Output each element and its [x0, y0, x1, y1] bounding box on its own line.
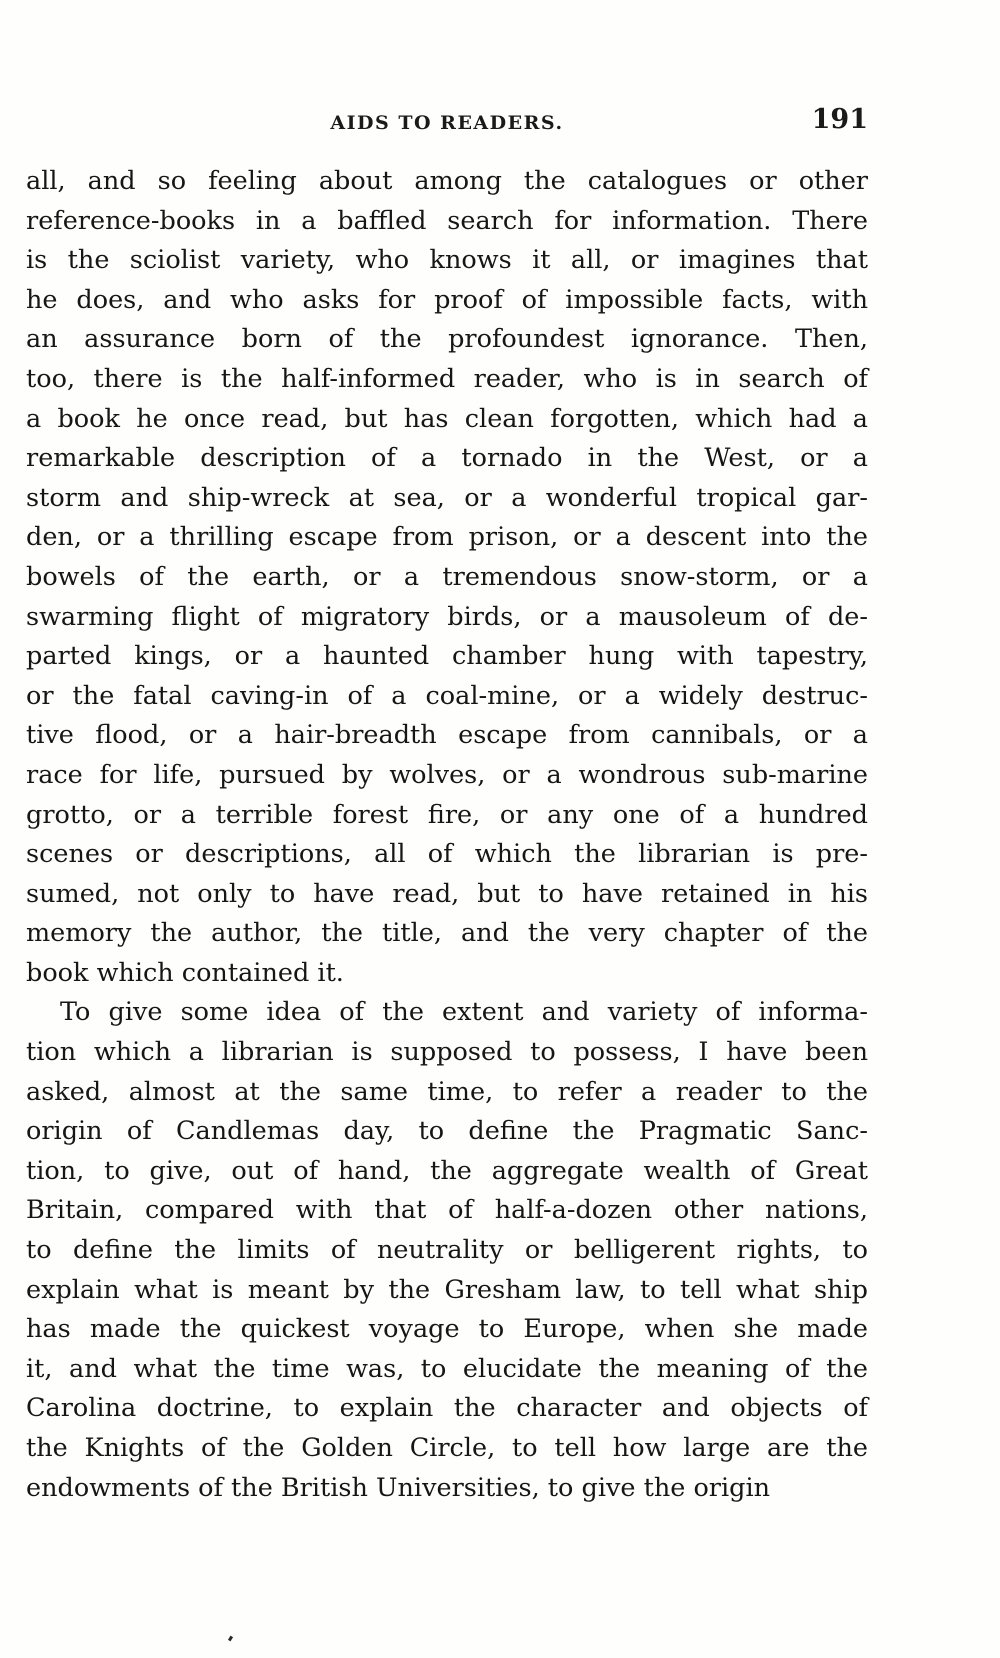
text-line: book which contained it.: [26, 957, 344, 988]
text-line: tive flood, or a hair-breadth escape from cannibals, or a: [26, 720, 868, 751]
text-line: he does, and who asks for proof of impossible facts, with: [26, 284, 868, 315]
text-line: sumed, not only to have read, but to have retained in his: [26, 878, 868, 909]
text-line: reference-books in a baffled search for information. There: [26, 205, 868, 236]
text-line: explain what is meant by the Gresham law, to tell what ship: [26, 1274, 868, 1305]
text-line: bowels of the earth, or a tremendous snow-storm, or a: [26, 561, 868, 592]
text-line: all, and so feeling about among the catalogues or other: [26, 166, 868, 196]
text-line: scenes or descriptions, all of which the librarian is pre-: [26, 839, 868, 870]
paragraph: [26, 993, 868, 1508]
running-title: AIDS TO READERS.: [330, 112, 564, 134]
text-line: the Knights of the Golden Circle, to tell how large are the: [26, 1433, 868, 1463]
text-line: tion which a librarian is supposed to possess, I have been: [26, 1037, 868, 1068]
text-line: has made the quickest voyage to Europe, when she made: [26, 1314, 868, 1345]
text-line: To give some idea of the extent and variety of informa-: [60, 997, 868, 1028]
text-line: origin of Candlemas day, to define the Pragmatic Sanc-: [26, 1116, 868, 1147]
text-line: tion, to give, out of hand, the aggregate wealth of Great: [26, 1155, 868, 1186]
body-text: [26, 162, 868, 1508]
text-line: parted kings, or a haunted chamber hung with tapestry,: [26, 641, 868, 672]
text-line: a book he once read, but has clean forgotten, which had a: [26, 403, 868, 434]
text-line: too, there is the half-informed reader, who is in search of: [26, 363, 868, 394]
paragraph: [26, 162, 868, 993]
ink-speck: [228, 1636, 233, 1642]
text-line: it, and what the time was, to elucidate the meaning of the: [26, 1353, 868, 1384]
text-line: an assurance born of the profoundest ignorance. Then,: [26, 324, 868, 355]
text-line: to define the limits of neutrality or belligerent rights, to: [26, 1235, 868, 1266]
text-line: storm and ship-wreck at sea, or a wonderful tropical gar-: [26, 482, 868, 513]
running-head: [26, 104, 868, 136]
page-number: 191: [811, 104, 868, 135]
text-line: is the sciolist variety, who knows it all, or imagines that: [26, 245, 868, 276]
text-line: or the fatal caving-in of a coal-mine, or a widely destruc-: [26, 680, 868, 711]
text-line: grotto, or a terrible forest fire, or any one of a hundred: [26, 799, 868, 830]
text-line: Britain, compared with that of half-a-dozen other nations,: [26, 1195, 868, 1226]
text-line: den, or a thrilling escape from prison, or a descent into the: [26, 522, 868, 553]
text-line: endowments of the British Universities, to give the origin: [26, 1472, 771, 1503]
text-line: remarkable description of a tornado in the West, or a: [26, 443, 868, 474]
text-line: race for life, pursued by wolves, or a wondrous sub-marine: [26, 759, 868, 790]
text-line: asked, almost at the same time, to refer a reader to the: [26, 1076, 868, 1107]
text-line: memory the author, the title, and the very chapter of the: [26, 918, 868, 949]
text-line: Carolina doctrine, to explain the character and objects of: [26, 1393, 868, 1424]
text-line: swarming flight of migratory birds, or a mausoleum of de-: [26, 601, 868, 632]
